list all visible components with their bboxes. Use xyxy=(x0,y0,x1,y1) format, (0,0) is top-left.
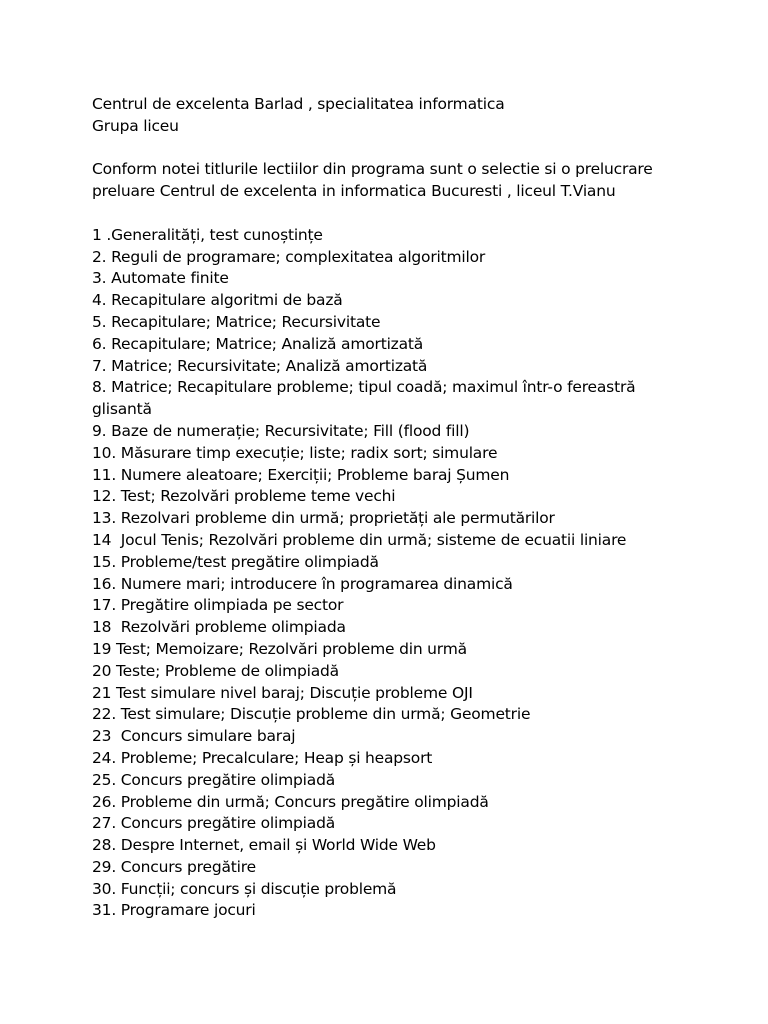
lesson-item: 13. Rezolvari probleme din urmă; proprietăți ale permutărilor xyxy=(92,509,555,528)
lesson-item: 3. Automate finite xyxy=(92,269,229,288)
document-page xyxy=(92,94,752,922)
lesson-item: 1 .Generalități, test cunoștințe xyxy=(92,225,323,244)
note-line-1: Conform notei titlurile lectiilor din programa sunt o selectie si o prelucrare xyxy=(92,160,653,179)
lesson-item: 11. Numere aleatoare; Exerciții; Probleme baraj Șumen xyxy=(92,465,510,484)
lesson-item: 4. Recapitulare algoritmi de bază xyxy=(92,291,343,310)
lesson-item: 27. Concurs pregătire olimpiadă xyxy=(92,814,336,833)
lesson-item: 7. Matrice; Recursivitate; Analiză amortizată xyxy=(92,356,428,375)
lesson-item: 2. Reguli de programare; complexitatea algoritmilor xyxy=(92,247,486,266)
lesson-item: 10. Măsurare timp execuție; liste; radix sort; simulare xyxy=(92,443,498,462)
lesson-item: 12. Test; Rezolvări probleme teme vechi xyxy=(92,487,396,506)
lesson-item: 31. Programare jocuri xyxy=(92,901,256,920)
lesson-item: 6. Recapitulare; Matrice; Analiză amortizată xyxy=(92,334,424,353)
lesson-item-continuation: glisantă xyxy=(92,400,152,419)
lesson-item: 19 Test; Memoizare; Rezolvări probleme din urmă xyxy=(92,639,467,658)
lesson-item: 20 Teste; Probleme de olimpiadă xyxy=(92,661,339,680)
lesson-item: 8. Matrice; Recapitulare probleme; tipul coadă; maximul într-o fereastră xyxy=(92,378,636,397)
lesson-item: 25. Concurs pregătire olimpiadă xyxy=(92,770,336,789)
blank-line xyxy=(92,138,752,160)
lesson-item: 14 Jocul Tenis; Rezolvări probleme din urmă; sisteme de ecuatii liniare xyxy=(92,530,627,549)
lesson-item: 15. Probleme/test pregătire olimpiadă xyxy=(92,552,379,571)
lesson-item: 26. Probleme din urmă; Concurs pregătire olimpiadă xyxy=(92,792,489,811)
lesson-item: 17. Pregătire olimpiada pe sector xyxy=(92,596,344,615)
lesson-item: 18 Rezolvări probleme olimpiada xyxy=(92,618,346,637)
lesson-item: 24. Probleme; Precalculare; Heap și heapsort xyxy=(92,748,433,767)
blank-line xyxy=(92,203,752,225)
header-line-2: Grupa liceu xyxy=(92,116,179,135)
lesson-item: 30. Funcții; concurs și discuție problemă xyxy=(92,879,397,898)
lesson-item: 16. Numere mari; introducere în programarea dinamică xyxy=(92,574,513,593)
lesson-item: 23 Concurs simulare baraj xyxy=(92,727,296,746)
lesson-item: 28. Despre Internet, email și World Wide Web xyxy=(92,836,436,855)
lesson-item: 5. Recapitulare; Matrice; Recursivitate xyxy=(92,312,381,331)
lesson-item: 21 Test simulare nivel baraj; Discuție probleme OJI xyxy=(92,683,473,702)
lesson-item: 22. Test simulare; Discuție probleme din urmă; Geometrie xyxy=(92,705,531,724)
lesson-list xyxy=(92,225,752,923)
note-line-2: preluare Centrul de excelenta in informatica Bucuresti , liceul T.Vianu xyxy=(92,182,616,201)
header-line-1: Centrul de excelenta Barlad , specialitatea informatica xyxy=(92,95,505,113)
lesson-item: 29. Concurs pregătire xyxy=(92,857,256,876)
lesson-item: 9. Baze de numerație; Recursivitate; Fill (flood fill) xyxy=(92,421,470,440)
